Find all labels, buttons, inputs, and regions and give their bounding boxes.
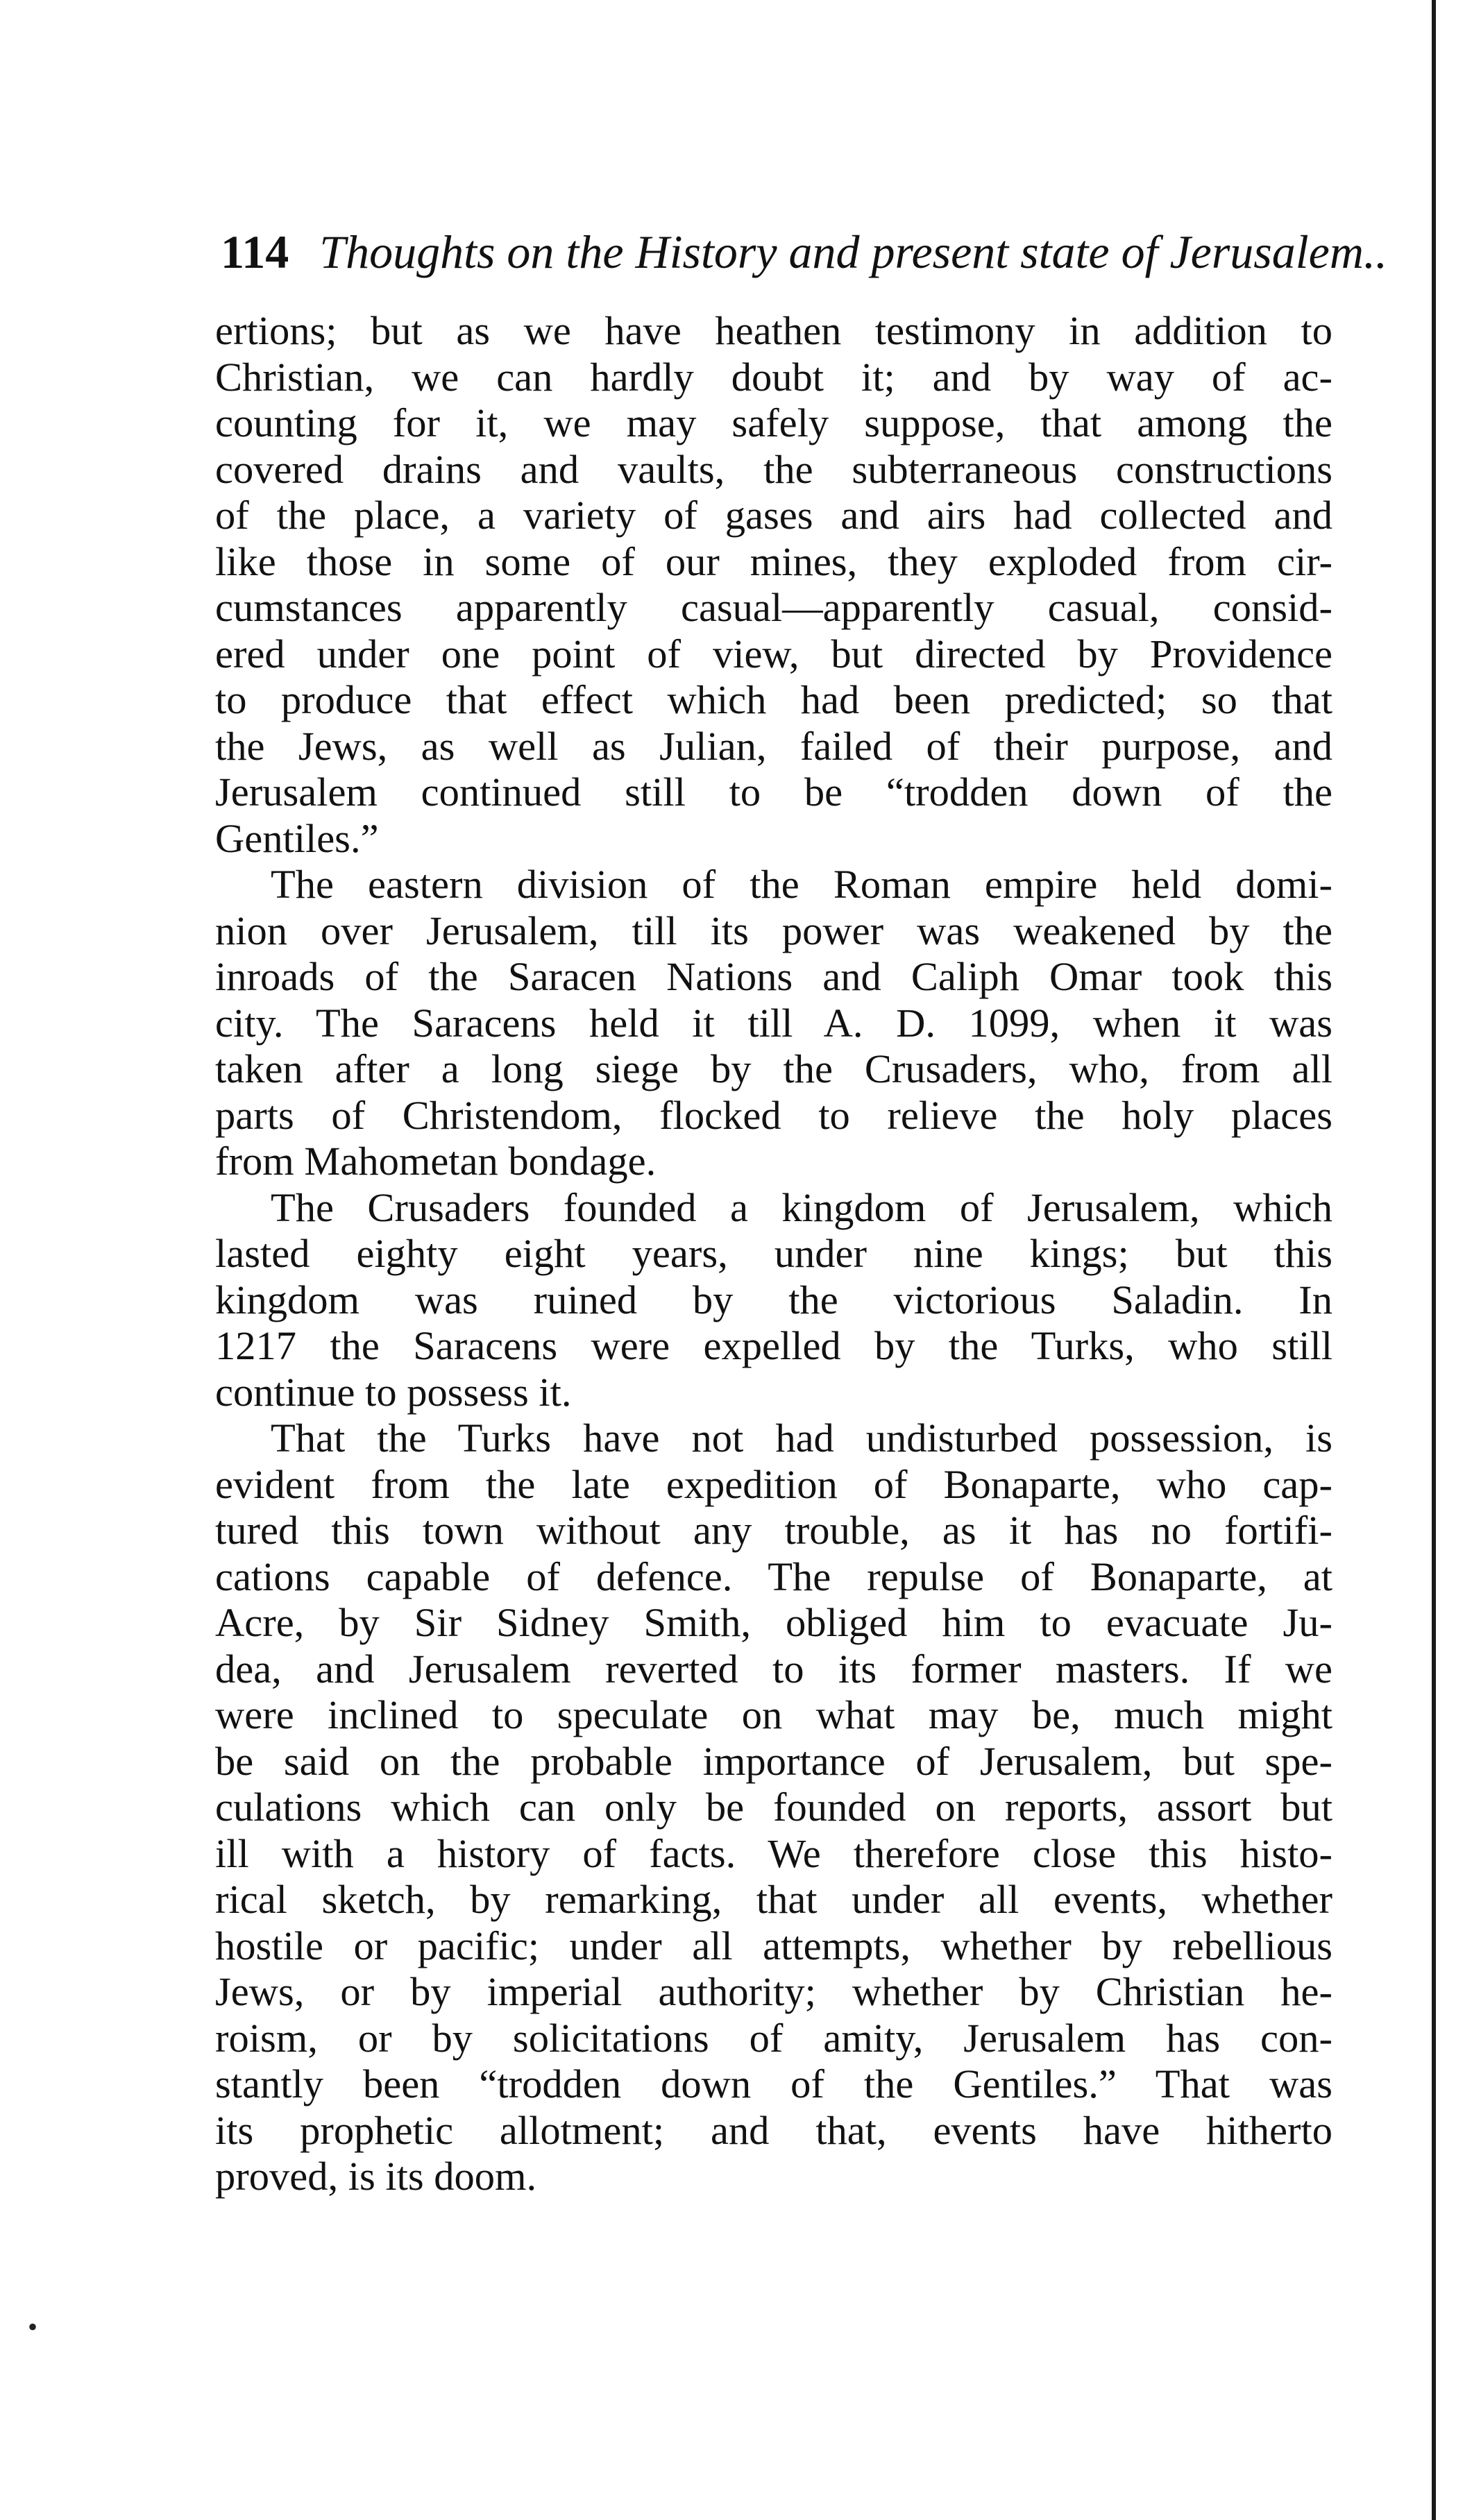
running-head: Thoughts on the History and present state of Jerusalem..	[319, 225, 1387, 278]
text-line: covered drains and vaults, the subterraneous constructions	[215, 446, 1332, 492]
text-line: nion over Jerusalem, till its power was weakened by the	[215, 908, 1332, 953]
text-line: the Jews, as well as Julian, failed of their purpose, and	[215, 723, 1332, 769]
text-line: rical sketch, by remarking, that under all events, whether	[215, 1877, 1332, 1922]
paragraph	[215, 1185, 1332, 1416]
text-line: ered under one point of view, but directed by Providence	[215, 631, 1332, 676]
text-line: stantly been “trodden down of the Gentiles.” That was	[215, 2061, 1332, 2106]
text-line: be said on the probable importance of Jerusalem, but spe-	[215, 1738, 1332, 1784]
text-line: tured this town without any trouble, as it has no fortifi-	[215, 1508, 1332, 1553]
body-text	[215, 308, 1332, 2200]
text-line: like those in some of our mines, they exploded from cir-	[215, 538, 1332, 584]
text-line: Jews, or by imperial authority; whether by Christian he-	[215, 1969, 1332, 2014]
paragraph	[215, 1415, 1332, 2200]
text-line: kingdom was ruined by the victorious Saladin. In	[215, 1277, 1332, 1322]
page-header	[221, 221, 1387, 283]
text-line: Christian, we can hardly doubt it; and by way of ac-	[215, 354, 1332, 400]
text-line: cumstances apparently casual—apparently casual, consid-	[215, 585, 1332, 630]
text-line: ertions; but as we have heathen testimony in addition to	[215, 308, 1332, 353]
text-line: roism, or by solicitations of amity, Jerusalem has con-	[215, 2015, 1332, 2061]
text-line: from Mahometan bondage.	[215, 1139, 657, 1184]
text-line: counting for it, we may safely suppose, that among the	[215, 400, 1332, 445]
text-line: ill with a history of facts. We therefore close this histo-	[215, 1830, 1332, 1876]
text-line: dea, and Jerusalem reverted to its former masters. If we	[215, 1646, 1332, 1692]
text-line: cations capable of defence. The repulse of Bonaparte, at	[215, 1553, 1332, 1599]
paragraph	[215, 308, 1332, 862]
text-line: culations which can only be founded on reports, assort but	[215, 1785, 1332, 1830]
page-edge-rule	[1432, 0, 1436, 2520]
text-line: Acre, by Sir Sidney Smith, obliged him to evacuate Ju-	[215, 1600, 1332, 1645]
text-line: The eastern division of the Roman empire held domi-	[271, 862, 1332, 907]
text-line: its prophetic allotment; and that, events have hitherto	[215, 2107, 1332, 2153]
text-line: evident from the late expedition of Bonaparte, who cap-	[215, 1461, 1332, 1507]
text-line: That the Turks have not had undisturbed possession, is	[271, 1415, 1332, 1461]
text-line: Jerusalem continued still to be “trodden down of the	[215, 769, 1332, 815]
text-line: to produce that effect which had been predicted; so that	[215, 677, 1332, 722]
text-line: The Crusaders founded a kingdom of Jerusalem, which	[271, 1184, 1332, 1230]
page-number: 114	[221, 225, 289, 278]
text-line: lasted eighty eight years, under nine kings; but this	[215, 1231, 1332, 1276]
text-line: proved, is its doom.	[215, 2154, 537, 2199]
text-line: 1217 the Saracens were expelled by the Turks, who still	[215, 1323, 1332, 1368]
text-line: inroads of the Saracen Nations and Caliph Omar took this	[215, 954, 1332, 999]
text-line: were inclined to speculate on what may be, much might	[215, 1692, 1332, 1737]
text-line: taken after a long siege by the Crusaders, who, from all	[215, 1046, 1332, 1091]
text-line: hostile or pacific; under all attempts, whether by rebellious	[215, 1923, 1332, 1968]
paragraph	[215, 862, 1332, 1185]
text-line: continue to possess it.	[215, 1369, 572, 1415]
text-line: parts of Christendom, flocked to relieve the holy places	[215, 1092, 1332, 1138]
print-blemish: •	[28, 2311, 38, 2342]
text-line: city. The Saracens held it till A. D. 1099, when it was	[215, 1000, 1332, 1046]
text-line: of the place, a variety of gases and airs had collected and	[215, 493, 1332, 538]
text-line: Gentiles.”	[215, 815, 379, 861]
